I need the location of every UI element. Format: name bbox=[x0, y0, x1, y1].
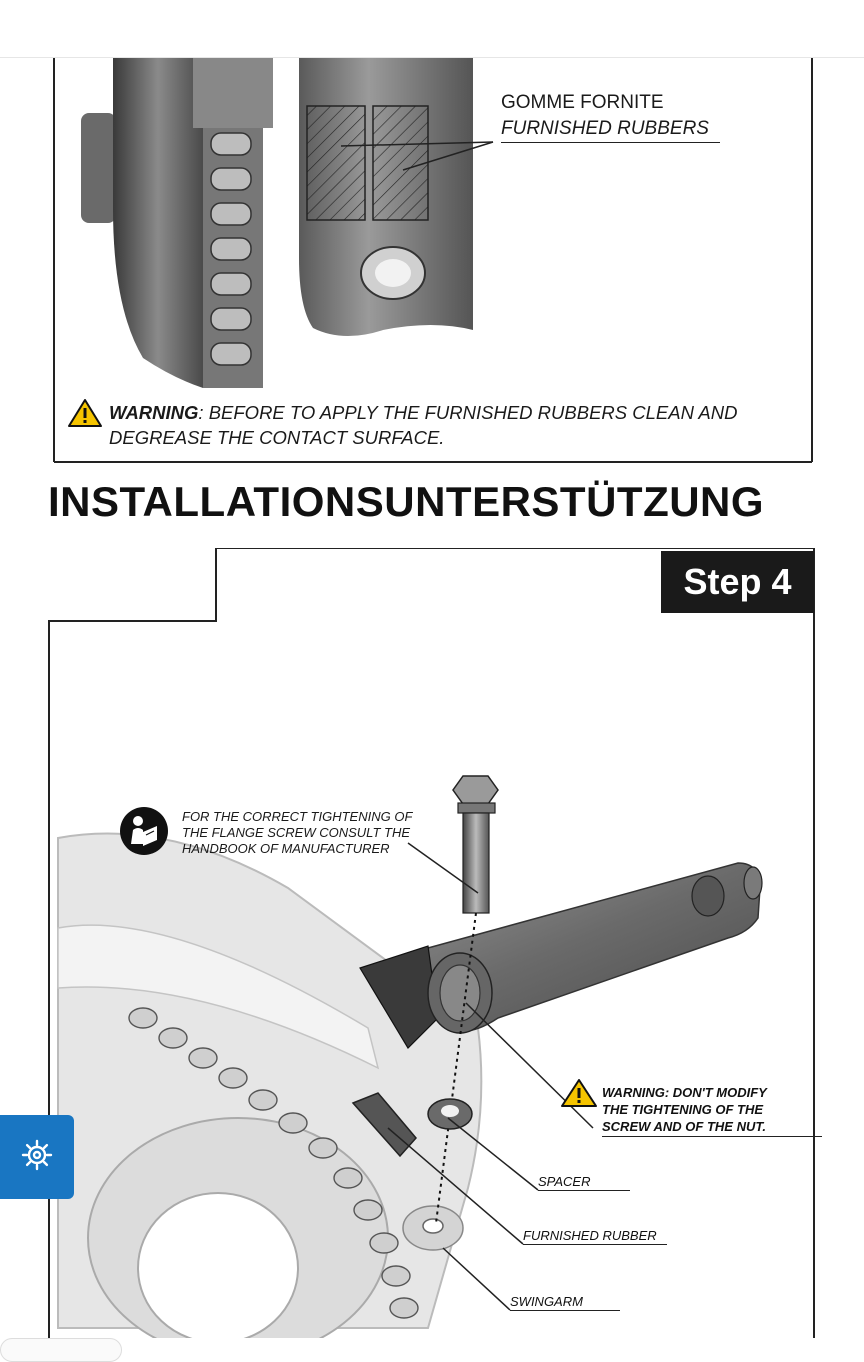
note-line-3: HANDBOOK OF MANUFACTURER bbox=[182, 841, 390, 856]
gear-icon bbox=[20, 1138, 54, 1177]
warning2-line-1: WARNING: DON'T MODIFY bbox=[602, 1085, 767, 1100]
tightening-note bbox=[182, 809, 452, 857]
label-gomme-fornite: GOMME FORNITE bbox=[501, 92, 664, 113]
warning2-line-3: SCREW AND OF THE NUT. bbox=[602, 1118, 822, 1137]
warning-dont-modify bbox=[602, 1084, 822, 1137]
figure2-illustration bbox=[48, 548, 816, 1338]
warning2-line-2: THE TIGHTENING OF THE bbox=[602, 1102, 764, 1117]
step-badge: Step 4 bbox=[661, 551, 814, 613]
read-manual-icon bbox=[119, 806, 169, 861]
note-line-2: THE FLANGE SCREW CONSULT THE bbox=[182, 825, 411, 840]
warning-text: : BEFORE TO APPLY THE FURNISHED RUBBERS CLEAN AND DEGREASE THE CONTACT SURFACE. bbox=[109, 402, 738, 448]
top-bar bbox=[0, 0, 864, 58]
bottom-toolbar-edge[interactable] bbox=[0, 1338, 122, 1362]
note-line-1: FOR THE CORRECT TIGHTENING OF bbox=[182, 809, 413, 824]
callout-furnished-rubber: FURNISHED RUBBER bbox=[523, 1228, 667, 1245]
label-furnished-rubbers: FURNISHED RUBBERS bbox=[501, 118, 720, 143]
figure-furnished-rubbers bbox=[53, 58, 813, 463]
figure-step-4 bbox=[48, 548, 816, 1338]
page-heading: INSTALLATIONSUNTERSTÜTZUNG bbox=[48, 478, 765, 525]
warning-keyword: WARNING bbox=[109, 402, 199, 423]
warning-clean-surface bbox=[109, 400, 809, 450]
settings-button[interactable] bbox=[0, 1115, 74, 1199]
callout-swingarm: SWINGARM bbox=[510, 1294, 620, 1311]
callout-spacer: SPACER bbox=[538, 1174, 630, 1191]
warning-triangle-icon bbox=[560, 1078, 598, 1112]
